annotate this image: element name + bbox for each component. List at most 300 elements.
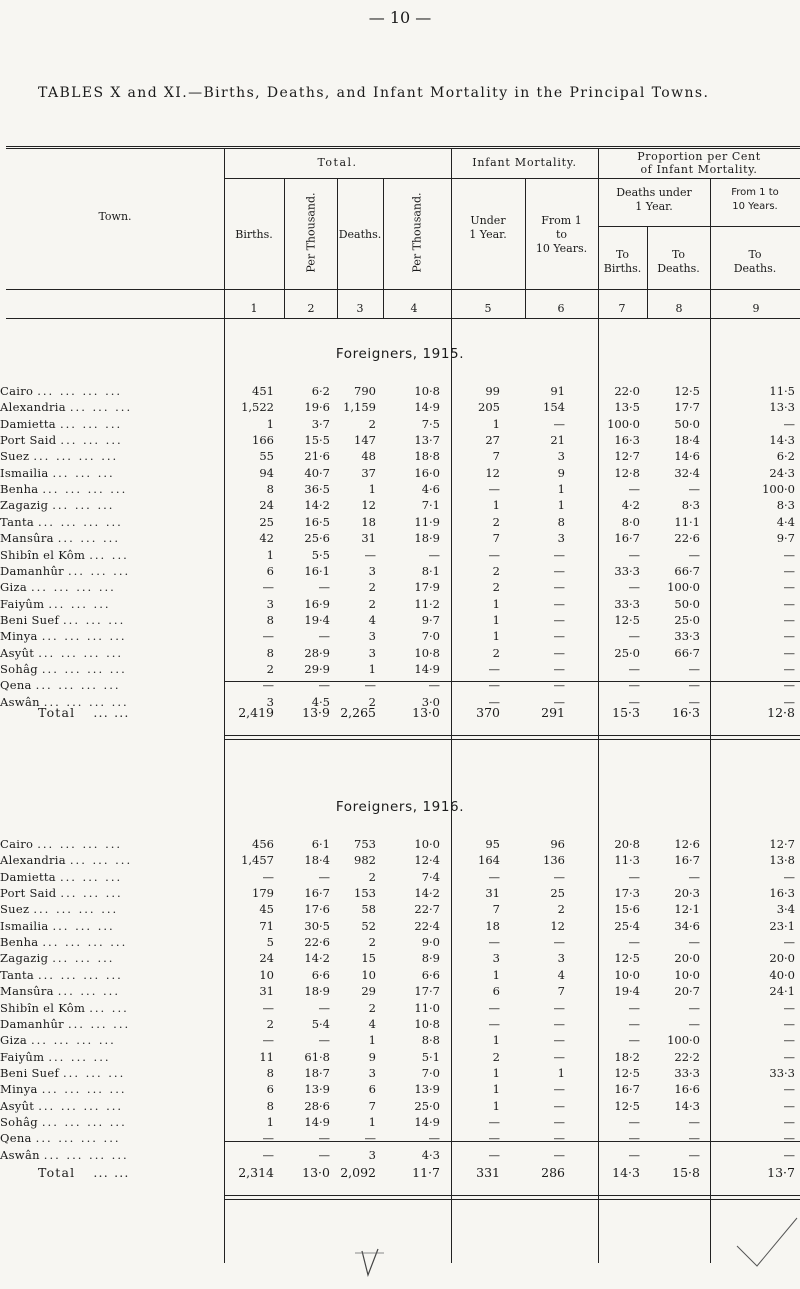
- cell-col-1: 24: [259, 498, 274, 513]
- cell-col-7: 4·2: [621, 498, 640, 513]
- town-name: [0, 662, 127, 676]
- cell-col-2: 28·6: [304, 1098, 330, 1113]
- cell-col-3: 18: [361, 514, 376, 529]
- leader-dots: ... ... ... ...: [30, 1033, 116, 1048]
- cell-col-1: 166: [252, 433, 274, 448]
- header-to-births-b: Births.: [603, 262, 642, 275]
- cell-col-9: 20·0: [769, 951, 795, 966]
- cell-col-2: —: [318, 1033, 330, 1048]
- cell-col-5: 1: [492, 1082, 500, 1097]
- cell-col-9: 23·1: [769, 918, 795, 933]
- town-name: [0, 417, 122, 431]
- cell-col-5: 1: [492, 629, 500, 644]
- cell-col-1: 71: [259, 918, 274, 933]
- cell-col-8: 50·0: [674, 596, 700, 611]
- total-col-5: 370: [476, 705, 500, 720]
- header-under-1: Under: [470, 214, 506, 227]
- cell-col-8: 20·0: [674, 951, 700, 966]
- cell-col-4: 25·0: [414, 1098, 440, 1113]
- town-label: Damanhûr: [0, 1016, 64, 1031]
- leader-dots: ... ... ... ...: [42, 935, 128, 950]
- town-name: [0, 1033, 116, 1047]
- town-name: [0, 1148, 129, 1162]
- cell-col-1: 10: [259, 967, 274, 982]
- cell-col-3: 2: [368, 1000, 376, 1015]
- cell-col-6: 2: [557, 902, 565, 917]
- cell-col-7: —: [628, 1033, 640, 1048]
- cell-col-6: 91: [550, 384, 565, 398]
- table-row: [0, 515, 800, 531]
- cell-col-2: 14·2: [304, 498, 330, 513]
- cell-col-3: 52: [361, 918, 376, 933]
- table-row: [0, 564, 800, 580]
- total-col-9: 12·8: [767, 705, 795, 720]
- leader-dots: ... ... ...: [59, 416, 123, 431]
- cell-col-4: 18·9: [414, 531, 440, 546]
- cell-col-8: 12·1: [674, 902, 700, 917]
- cell-col-6: 3: [557, 449, 565, 464]
- leader-dots: ... ... ...: [67, 1016, 131, 1031]
- table-row: [0, 902, 800, 918]
- cell-col-7: —: [628, 694, 640, 709]
- town-name: [0, 1115, 127, 1129]
- total-label: [38, 1165, 130, 1180]
- cell-col-7: 33·3: [614, 596, 640, 611]
- cell-col-8: —: [688, 1147, 700, 1162]
- cell-col-6: —: [553, 935, 565, 950]
- cell-col-9: —: [783, 629, 795, 644]
- table-row: [0, 1001, 800, 1017]
- table-row: [0, 886, 800, 902]
- total-row: [0, 705, 800, 721]
- cell-col-2: 6·1: [311, 837, 330, 851]
- cell-col-1: 42: [259, 531, 274, 546]
- cell-col-5: 1: [492, 1065, 500, 1080]
- cell-col-8: —: [688, 1000, 700, 1015]
- cell-col-5: 99: [485, 384, 500, 398]
- cell-col-9: —: [783, 935, 795, 950]
- town-name: [0, 564, 130, 578]
- total-text: Total: [38, 705, 76, 720]
- cell-col-6: —: [553, 1016, 565, 1031]
- cell-col-7: 33·3: [614, 563, 640, 578]
- cell-col-1: 6: [266, 563, 274, 578]
- cell-col-5: 1: [492, 612, 500, 627]
- cell-col-5: 205: [478, 400, 500, 415]
- cell-col-1: 25: [259, 514, 274, 529]
- cell-col-9: —: [783, 1033, 795, 1048]
- cell-col-3: 37: [361, 465, 376, 480]
- town-name: [0, 870, 122, 884]
- cell-col-5: 7: [492, 531, 500, 546]
- pencil-tick-mark: [735, 1210, 800, 1270]
- town-label: Cairo: [0, 837, 34, 851]
- cell-col-6: —: [553, 1082, 565, 1097]
- header-deaths-under: Deaths under: [616, 186, 692, 199]
- cell-col-9: —: [783, 1098, 795, 1113]
- total-col-7: 15·3: [612, 705, 640, 720]
- table-row: [0, 837, 800, 853]
- cell-col-4: 3·0: [421, 694, 440, 709]
- cell-col-4: 8·8: [421, 1033, 440, 1048]
- cell-col-6: —: [553, 1147, 565, 1162]
- town-name: [0, 449, 118, 463]
- cell-col-2: 18·7: [304, 1065, 330, 1080]
- leader-dots: ... ... ... ...: [38, 645, 124, 660]
- cell-col-1: 1: [266, 1114, 274, 1129]
- cell-col-6: —: [553, 416, 565, 431]
- leader-dots: ... ... ...: [48, 596, 111, 611]
- cell-col-7: —: [628, 869, 640, 884]
- cell-col-6: —: [553, 1114, 565, 1129]
- cell-col-1: —: [262, 869, 274, 884]
- cell-col-4: 17·7: [414, 984, 440, 999]
- cell-col-8: 32·4: [674, 465, 700, 480]
- town-label: Benha: [0, 935, 39, 950]
- table-title: TABLES X and XI.—Births, Deaths, and Infant Mortality in the Principal Towns.: [38, 85, 710, 101]
- table-row: [0, 466, 800, 482]
- cell-col-7: —: [628, 547, 640, 562]
- leader-dots: ... ... ... ...: [37, 837, 123, 851]
- cell-col-5: —: [488, 547, 500, 562]
- cell-col-7: 22·0: [614, 384, 640, 398]
- cell-col-9: —: [783, 1082, 795, 1097]
- cell-col-7: 16·7: [614, 1082, 640, 1097]
- header-deaths: Deaths.: [338, 228, 382, 241]
- table-row: [0, 1082, 800, 1098]
- col-number: 9: [752, 302, 760, 315]
- cell-col-2: 13·9: [304, 1082, 330, 1097]
- cell-col-4: 16·0: [414, 465, 440, 480]
- cell-col-5: —: [488, 869, 500, 884]
- town-label: Aswân: [0, 1147, 40, 1162]
- cell-col-9: 3·4: [776, 902, 795, 917]
- cell-col-9: —: [783, 678, 795, 693]
- cell-col-6: 1: [557, 498, 565, 513]
- town-label: Qena: [0, 1131, 32, 1146]
- cell-col-2: —: [318, 580, 330, 595]
- title-rule: [6, 146, 800, 147]
- cell-col-9: 24·1: [769, 984, 795, 999]
- cell-col-2: 16·7: [304, 886, 330, 901]
- cell-col-8: 25·0: [674, 612, 700, 627]
- cell-col-3: —: [364, 678, 376, 693]
- cell-col-6: —: [553, 1098, 565, 1113]
- header-from-1-to-10-b: 10 Years.: [732, 201, 778, 212]
- leader-dots: ... ... ... ...: [41, 1082, 127, 1097]
- leader-dots: ... ... ...: [52, 918, 115, 933]
- cell-col-9: —: [783, 1131, 795, 1146]
- cell-col-1: 456: [252, 837, 274, 851]
- cell-col-5: 7: [492, 449, 500, 464]
- cell-col-2: 17·6: [304, 902, 330, 917]
- cell-col-9: —: [783, 1049, 795, 1064]
- cell-col-6: 1: [557, 482, 565, 497]
- cell-col-6: —: [553, 612, 565, 627]
- cell-col-4: 11·0: [414, 1000, 440, 1015]
- town-label: Ismailia: [0, 918, 49, 933]
- cell-col-9: —: [783, 1147, 795, 1162]
- town-label: Qena: [0, 678, 32, 693]
- cell-col-8: 11·1: [674, 514, 700, 529]
- town-label: Sohâg: [0, 1114, 38, 1129]
- cell-col-3: 3: [368, 1147, 376, 1162]
- cell-col-8: 10·0: [674, 967, 700, 982]
- total-col-1: 2,419: [238, 705, 274, 720]
- cell-col-1: —: [262, 678, 274, 693]
- header-per-thousand-1: Per Thousand.: [304, 192, 318, 273]
- cell-col-9: 33·3: [769, 1065, 795, 1080]
- town-name: [0, 1066, 125, 1080]
- cell-col-5: —: [488, 678, 500, 693]
- cell-col-6: —: [553, 661, 565, 676]
- table-row: [0, 1148, 800, 1164]
- total-text: Total: [38, 1165, 76, 1180]
- header-to-deaths-b: Deaths.: [657, 262, 700, 275]
- town-name: [0, 1001, 129, 1015]
- cell-col-2: 18·4: [304, 853, 330, 868]
- cell-col-3: 2: [368, 694, 376, 709]
- cell-col-3: 6: [368, 1082, 376, 1097]
- cell-col-2: 19·4: [304, 612, 330, 627]
- cell-col-7: 10·0: [614, 967, 640, 982]
- cell-col-8: 33·3: [674, 1065, 700, 1080]
- leader-dots: ... ... ... ...: [41, 661, 127, 676]
- leader-dots: ... ... ... ...: [33, 449, 119, 464]
- cell-col-5: —: [488, 694, 500, 709]
- cell-col-8: —: [688, 1131, 700, 1146]
- cell-col-4: 9·0: [421, 935, 440, 950]
- cell-col-3: 58: [361, 902, 376, 917]
- leader-dots: ... ... ...: [69, 853, 133, 868]
- header-proportion-2: of Infant Mortality.: [640, 163, 758, 176]
- total-col-6: 286: [541, 1165, 565, 1180]
- title-rule: [6, 148, 800, 149]
- cell-col-1: 55: [259, 449, 274, 464]
- cell-col-1: —: [262, 629, 274, 644]
- town-name: [0, 902, 118, 916]
- town-name: [0, 531, 120, 545]
- cell-col-6: 25: [550, 886, 565, 901]
- cell-col-8: 8·3: [681, 498, 700, 513]
- cell-col-7: —: [628, 1131, 640, 1146]
- cell-col-5: 95: [485, 837, 500, 851]
- cell-col-2: 3·7: [311, 416, 330, 431]
- town-name: [0, 400, 132, 414]
- cell-col-4: 4·3: [421, 1147, 440, 1162]
- cell-col-8: 18·4: [674, 433, 700, 448]
- cell-col-9: 24·3: [769, 465, 795, 480]
- town-name: [0, 597, 111, 611]
- cell-col-7: 12·8: [614, 465, 640, 480]
- cell-col-9: 4·4: [776, 514, 795, 529]
- cell-col-1: 2: [266, 1016, 274, 1031]
- cell-col-2: 5·5: [311, 547, 330, 562]
- cell-col-3: 753: [354, 837, 376, 851]
- cell-col-3: 1: [368, 1033, 376, 1048]
- cell-col-2: 18·9: [304, 984, 330, 999]
- cell-col-6: 96: [550, 837, 565, 851]
- town-label: Minya: [0, 1082, 38, 1097]
- cell-col-7: —: [628, 1114, 640, 1129]
- cell-col-2: 6·6: [311, 967, 330, 982]
- town-name: [0, 1050, 111, 1064]
- cell-col-5: 6: [492, 984, 500, 999]
- cell-col-8: 20·7: [674, 984, 700, 999]
- leader-dots: ... ... ...: [63, 612, 126, 627]
- cell-col-3: 1: [368, 1114, 376, 1129]
- cell-col-4: —: [428, 678, 440, 693]
- leader-dots: ... ... ...: [57, 984, 120, 999]
- section-title: Foreigners, 1915.: [335, 346, 465, 362]
- cell-col-8: 22·2: [674, 1049, 700, 1064]
- cell-col-5: 1: [492, 498, 500, 513]
- table-row: [0, 597, 800, 613]
- cell-col-6: —: [553, 1033, 565, 1048]
- total-col-4: 13·0: [412, 705, 440, 720]
- cell-col-3: 29: [361, 984, 376, 999]
- cell-col-6: 9: [557, 465, 565, 480]
- cell-col-4: 7·0: [421, 629, 440, 644]
- cell-col-8: —: [688, 935, 700, 950]
- cell-col-8: 16·6: [674, 1082, 700, 1097]
- cell-col-2: 5·4: [311, 1016, 330, 1031]
- cell-col-5: —: [488, 1131, 500, 1146]
- town-label: Shibîn el Kôm: [0, 547, 86, 562]
- pencil-check-mark: [350, 1245, 390, 1289]
- cell-col-7: 16·3: [614, 433, 640, 448]
- cell-col-7: —: [628, 678, 640, 693]
- cell-col-3: 1: [368, 482, 376, 497]
- cell-col-4: 22·4: [414, 918, 440, 933]
- cell-col-6: 4: [557, 967, 565, 982]
- cell-col-1: 8: [266, 1098, 274, 1113]
- table-row: [0, 646, 800, 662]
- cell-col-6: 8: [557, 514, 565, 529]
- cell-col-4: 8·1: [421, 563, 440, 578]
- header-to-deaths-2: To: [748, 248, 762, 261]
- leader-dots: ... ... ... ...: [38, 514, 123, 529]
- cell-col-5: 1: [492, 416, 500, 431]
- town-label: Mansûra: [0, 531, 54, 546]
- leader-dots: ... ...: [93, 705, 130, 720]
- col-number: 6: [557, 302, 565, 315]
- cell-col-4: 7·1: [421, 498, 440, 513]
- cell-col-3: 1,159: [343, 400, 376, 415]
- cell-col-9: 16·3: [769, 886, 795, 901]
- leader-dots: ... ... ... ...: [43, 1147, 129, 1162]
- town-name: [0, 482, 127, 496]
- town-name: [0, 886, 123, 900]
- town-label: Giza: [0, 580, 27, 595]
- cell-col-4: 11·9: [414, 514, 440, 529]
- town-name: [0, 984, 120, 998]
- cell-col-1: 1: [266, 547, 274, 562]
- cell-col-5: —: [488, 1147, 500, 1162]
- town-name: [0, 646, 123, 660]
- cell-col-1: —: [262, 1131, 274, 1146]
- col-number: 2: [307, 302, 315, 315]
- cell-col-7: 17·3: [614, 886, 640, 901]
- cell-col-5: 1: [492, 1098, 500, 1113]
- total-rule: [224, 681, 800, 682]
- cell-col-2: 21·6: [304, 449, 330, 464]
- cell-col-3: 9: [368, 1049, 376, 1064]
- leader-dots: ... ... ... ...: [30, 580, 116, 595]
- town-name: [0, 613, 125, 627]
- header-to-births: To: [615, 248, 630, 261]
- town-name: [0, 515, 123, 529]
- cell-col-1: 451: [252, 384, 274, 398]
- cell-col-9: 40·0: [769, 967, 795, 982]
- section-title: Foreigners, 1916.: [335, 799, 465, 815]
- town-label: Alexandria: [0, 853, 66, 868]
- town-label: Faiyûm: [0, 1049, 45, 1064]
- cell-col-4: 14·9: [414, 661, 440, 676]
- town-name: [0, 433, 123, 447]
- cell-col-1: 1: [266, 416, 274, 431]
- table-row: [0, 400, 800, 416]
- town-name: [0, 580, 116, 594]
- table-row: [0, 531, 800, 547]
- town-label: Giza: [0, 1033, 27, 1048]
- table-row: [0, 1017, 800, 1033]
- cell-col-7: —: [628, 935, 640, 950]
- cell-col-3: 2: [368, 869, 376, 884]
- cell-col-2: 40·7: [304, 465, 330, 480]
- cell-col-1: 3: [266, 694, 274, 709]
- cell-col-4: 13·9: [414, 1082, 440, 1097]
- town-label: Damanhûr: [0, 563, 64, 578]
- cell-col-9: 8·3: [776, 498, 795, 513]
- cell-col-2: 36·5: [304, 482, 330, 497]
- cell-col-9: —: [783, 869, 795, 884]
- leader-dots: ... ... ...: [67, 563, 131, 578]
- town-label: Mansûra: [0, 984, 54, 999]
- total-col-3: 2,265: [340, 705, 376, 720]
- header-town: Town.: [98, 210, 132, 223]
- cell-col-8: 34·6: [674, 918, 700, 933]
- cell-col-9: —: [783, 645, 795, 660]
- cell-col-6: —: [553, 547, 565, 562]
- cell-col-3: 790: [354, 384, 376, 398]
- town-label: Alexandria: [0, 400, 66, 415]
- table-row: [0, 984, 800, 1000]
- cell-col-8: 12·6: [674, 837, 700, 851]
- cell-col-3: 2: [368, 596, 376, 611]
- cell-col-5: 31: [485, 886, 500, 901]
- leader-dots: ... ... ...: [57, 531, 120, 546]
- town-label: Beni Suef: [0, 612, 60, 627]
- cell-col-9: 6·2: [776, 449, 795, 464]
- cell-col-4: —: [428, 547, 440, 562]
- cell-col-3: 48: [361, 449, 376, 464]
- cell-col-8: 100·0: [667, 580, 700, 595]
- town-name: [0, 1017, 130, 1031]
- cell-col-7: 12·5: [614, 612, 640, 627]
- cell-col-7: 13·5: [614, 400, 640, 415]
- leader-dots: ... ... ...: [60, 886, 123, 901]
- town-name: [0, 919, 115, 933]
- cell-col-4: 17·9: [414, 580, 440, 595]
- cell-col-9: —: [783, 694, 795, 709]
- cell-col-1: 8: [266, 1065, 274, 1080]
- header-from-1-c: 10 Years.: [535, 242, 588, 255]
- table-row: [0, 662, 800, 678]
- cell-col-8: 16·7: [674, 853, 700, 868]
- cell-col-5: —: [488, 935, 500, 950]
- cell-col-8: —: [688, 482, 700, 497]
